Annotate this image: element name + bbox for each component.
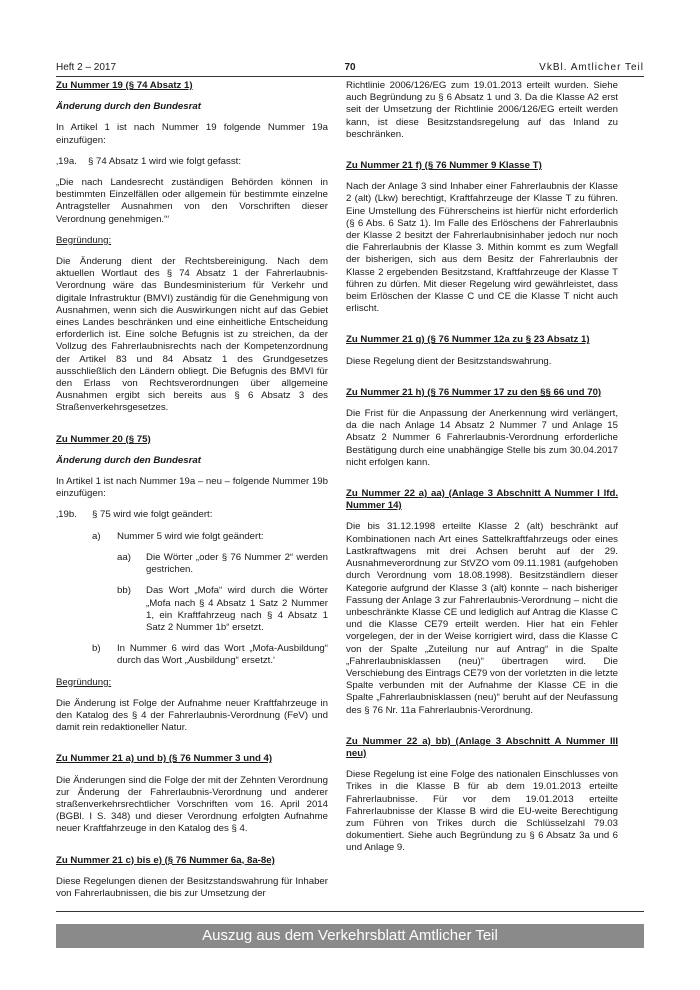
section-heading-nr21ce: Zu Nummer 21 c) bis e) (§ 76 Nummer 6a, 8a-8e) [56,854,275,866]
item-label: b) [92,643,101,655]
item-label: ‚19a. [56,155,77,167]
footer-banner: Auszug aus dem Verkehrsblatt Amtlicher Teil [56,924,644,948]
item-text: Die Wörter „oder § 76 Nummer 2“ werden gestrichen. [146,551,328,576]
item-a [92,531,328,543]
item-19a [56,156,328,168]
section-text: Die bis 31.12.1998 erteilte Klasse 2 (alt) beschränkt auf Kombinationen nach Art eines Sattelkraftfahrzeugs oder eines Lastkraftwagens mit drei Achsen beruht auf der 29. Ausnahmeverordnung zur StVZO vom 09.11.1981 (aufgehoben durch Verordnung vom 18.08.1998). Besitzständlern dieser Kategorie aufgrund der Klasse 3 (alt) konnte – nach bisheriger Fassung der Anlage 3 zur Fahrerlaubnis-Verordnung – nicht die unbeschränkte Klasse CE und lediglich auf Antrag die Klasse C und die Klasse CE79 erteilt werden. Hier hat ein Fehler vorgelegen, der in der Weise korrigiert wird, dass die Klasse C von der Spalte „Zuteilung nur auf Antrag“ in die Spalte „Fahrerlaubnisklassen (neu)“ übertragen wird. Die Verschiebung des Eintrags CE79 von der vorletzten in die letzte Spalte verbunden mit der Aufnahme der Klasse CE in die Spalte „Fahrerlaubnisklassen (neu)“ beruht auf der Neufassung des § 76 Nr. 11a Fahrerlaubnis-Verordnung. [346,521,618,716]
right-column [346,80,618,864]
subheading-bundesrat: Änderung durch den Bundesrat [56,454,201,466]
journal-title: VkBl. Amtlicher Teil [539,62,644,73]
issue-number: Heft 2 – 2017 [56,62,117,73]
item-text: § 75 wird wie folgt geändert: [92,509,213,521]
continued-text: Richtlinie 2006/126/EG zum 19.01.2013 erteilt wurden. Siehe auch Begründung zu § 6 Absatz 1 und 3. Da die Klasse A2 erst seit der Umsetzung der Richtlinie 2006/126/EG erteilt werden kann, ist diese Besitzstandsregelung auf das Inland zu beschränken. [346,80,618,140]
page-header [56,60,644,77]
section-heading-nr21f: Zu Nummer 21 f) (§ 76 Nummer 9 Klasse T) [346,160,542,172]
page-number: 70 [344,62,356,73]
section-text: Die Frist für die Anpassung der Anerkennung wird verlängert, da die nach Anlage 14 Absatz 2 Nummer 7 und Anlage 15 Absatz 2 Nummer 6 Fahrerlaubnis-Verordnung erforderliche Bestätigung durch eine unabhängige Stelle bis zum 30.04.2017 nicht erfolgen kann. [346,408,618,468]
item-text: Nummer 5 wird wie folgt geändert: [117,530,264,542]
item-label: aa) [117,551,131,563]
item-text: In Nummer 6 wird das Wort „Mofa-Ausbildung“ durch das Wort „Ausbildung“ ersetzt.‘ [117,643,328,667]
section-text: Die Änderungen sind die Folge der mit der Zehnten Verordnung zur Änderung der Fahrerlaubnis-Verordnung und anderer straßenverkehrsrechtlicher Vorschriften vom 16. April 2014 (BGBl. I S. 348) und dieser Verordnung erfolgten Aufnahme neuer Kraftfahrzeuge in den Katalog des § 4. [56,774,328,835]
item-bb [117,585,328,634]
begruendung-label: Begründung: [56,676,112,688]
section-heading-nr22abb: Zu Nummer 22 a) bb) (Anlage 3 Abschnitt A Nummer III neu) [346,735,618,759]
section-heading-nr21h: Zu Nummer 21 h) (§ 76 Nummer 17 zu den §§ 66 und 70) [346,386,602,398]
item-label: ‚19b. [56,509,77,521]
begruendung-text: Die Änderung ist Folge der Aufnahme neuer Kraftfahrzeuge in den Katalog des § 4 der Fahrerlaubnis-Verordnung (FeV) und damit rein redaktioneller Natur. [56,697,328,734]
section-heading-nr19: Zu Nummer 19 (§ 74 Absatz 1) [56,80,193,91]
subheading-bundesrat: Änderung durch den Bundesrat [56,101,201,113]
begruendung-text: Die Änderung dient der Rechtsbereinigung. Nach dem aktuellen Wortlaut des § 74 Absatz 1 der Fahrerlaubnis-Verordnung wäre das Bundesministerium für Verkehr und digitale Infrastruktur (BMVI) zuständig für die Genehmigung von Ausnahmen, wenn sich die Auswirkungen nicht auf das Gebiet eines Landes beschränken und eine einheitliche Entscheidung erforderlich ist. Eine solche Befugnis ist zu streichen, da der Vollzug des Fahrerlaubnisrechts nach der Kompetenzordnung der Artikel 83 und 84 Absatz 1 des Grundgesetzes ausschließlich den Ländern obliegt. Die Befugnis des BMVI für den Erlass von Rechtsverordnungen über allgemeine Ausnahmen ergibt sich bereits aus § 6 Absatz 3 des Straßenverkehrsgesetzes. [56,256,328,414]
item-label: a) [92,530,101,542]
item-text: § 74 Absatz 1 wird wie folgt gefasst: [88,155,242,167]
item-b [92,643,328,667]
item-text: Das Wort „Mofa“ wird durch die Wörter „Mofa nach § 4 Absatz 1 Satz 2 Nummer 1, ein Kraftfahrzeug nach § 4 Absatz 1 Satz 2 Nummer 1b“ ersetzt. [146,585,328,633]
section-heading-nr21ab: Zu Nummer 21 a) und b) (§ 76 Nummer 3 und 4) [56,753,273,765]
begruendung-label: Begründung: [56,234,112,246]
section-text: Diese Regelung dient der Besitzstandswahrung. [346,355,552,367]
quoted-text: „Die nach Landesrecht zuständigen Behörden können in bestimmten Einzelfällen oder allgemein für bestimmte einzelne Antragsteller Ausnahmen von den Vorschriften dieser Verordnung genehmigen.“‘ [56,177,328,225]
item-19b [56,509,328,521]
intro-text: In Artikel 1 ist nach Nummer 19a – neu – folgende Nummer 19b einzufügen: [56,476,328,500]
section-text: Diese Regelung ist eine Folge des nationalen Einschlusses von Trikes in die Klasse B für ab dem 19.01.2013 erteilte Fahrerlaubnisse. Für vor dem 19.01.2013 erteilte Fahrerlaubnisse der Klasse B wird die EU-weite Berechtigung zum Führen von Trikes durch die Schlüsselzahl 79.03 dokumentiert. Siehe auch Begründung zu § 6 Absatz 3a und 6 und Anlage 9. [346,769,618,854]
section-text: Nach der Anlage 3 sind Inhaber einer Fahrerlaubnis der Klasse 2 (alt) (Lkw) berechtigt, Kraftfahrzeuge der Klasse T zu führen. Eine Umstellung des Führerscheins ist hierfür nicht erforderlich (§ 6 Abs. 6 Satz 1). Im Falle des Erlöschens der Fahrerlaubnis der Klasse 2 besitzt der Fahrerlaubnisinhaber jedoch nur noch die Fahrerlaubnis der Klasse 3. Mithin kommt es zum Wegfall der bisherigen, sich aus dem Besitz der Fahrerlaubnis der Klasse 2 ergebenden Besitzstand, Kraftfahrzeuge der Klasse T führen zu dürfen. Mit dieser Regelung wird gewährleistet, dass beim Erlöschen der Klasse C und CE die Klasse T nicht auch erlischt. [346,181,618,315]
section-heading-nr22aaa: Zu Nummer 22 a) aa) (Anlage 3 Abschnitt A Nummer I lfd. Nummer 14) [346,488,618,512]
left-column [56,80,328,909]
item-aa [117,552,328,576]
section-heading-nr20: Zu Nummer 20 (§ 75) [56,433,151,445]
item-label: bb) [117,585,131,597]
section-text: Diese Regelungen dienen der Besitzstandswahrung für Inhaber von Fahrerlaubnissen, die bis zur Umsetzung der [56,875,328,899]
section-heading-nr21g: Zu Nummer 21 g) (§ 76 Nummer 12a zu § 23 Absatz 1) [346,334,590,346]
intro-text: In Artikel 1 ist nach Nummer 19 folgende Nummer 19a einzufügen: [56,122,328,146]
footer-divider [56,911,644,912]
